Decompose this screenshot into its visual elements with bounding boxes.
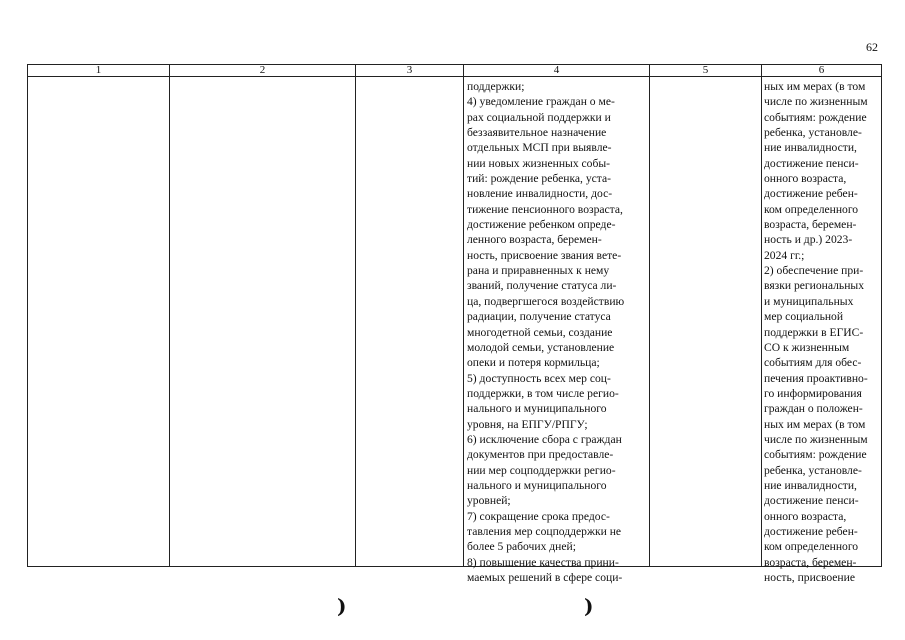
header-divider <box>28 76 881 77</box>
text-line: поддержки; <box>467 80 525 93</box>
text-line: поддержки, в том числе регио- <box>467 386 619 400</box>
text-line: 2024 гг.; <box>764 248 805 262</box>
text-line: беззаявительное назначение <box>467 126 607 140</box>
text-line: рах социальной поддержки и <box>467 110 611 124</box>
text-line: ние инвалидности, <box>764 141 857 155</box>
text-line: возраста, беремен- <box>764 555 857 569</box>
column-header-2: 2 <box>259 64 266 76</box>
text-line: 7) сокращение срока предос- <box>467 509 610 523</box>
text-line: ность, присвоение <box>764 571 855 584</box>
text-line: событиям для обес- <box>764 356 862 370</box>
text-line: званий, получение статуса ли- <box>467 279 617 293</box>
column-header-3: 3 <box>406 64 413 76</box>
text-line: онного возраста, <box>764 172 847 186</box>
text-line: граждан о положен- <box>764 402 863 416</box>
text-line: 4) уведомление граждан о ме- <box>467 95 615 109</box>
text-line: числе по жизненным <box>764 432 868 446</box>
column-divider <box>761 65 762 566</box>
text-line: достижение пенси- <box>764 494 859 508</box>
bottom-mark: ) <box>337 594 347 618</box>
text-line: ребенка, установле- <box>764 126 862 140</box>
text-line: отдельных МСП при выявле- <box>467 141 612 155</box>
text-line: ных им мерах (в том <box>764 80 866 93</box>
page-number: 62 <box>866 40 878 54</box>
text-line: ленного возраста, беремен- <box>467 233 602 247</box>
text-line: ность и др.) 2023- <box>764 233 853 247</box>
column-divider <box>169 65 170 566</box>
text-line: событиям: рождение <box>764 448 867 462</box>
text-line: достижение ребен- <box>764 524 858 538</box>
text-line: го информирования <box>764 386 862 400</box>
text-line: и муниципальных <box>764 294 854 308</box>
column-header-5: 5 <box>702 64 709 76</box>
text-line: ком определенного <box>764 202 859 216</box>
text-line: возраста, беремен- <box>764 218 857 232</box>
text-line: печения проактивно- <box>764 371 868 385</box>
text-line: многодетной семьи, создание <box>467 325 613 339</box>
column-divider <box>649 65 650 566</box>
text-line: тавления мер соцподдержки не <box>467 524 622 538</box>
column-header-4: 4 <box>553 64 560 76</box>
text-line: новление инвалидности, дос- <box>467 187 613 201</box>
text-line: достижение пенси- <box>764 156 859 170</box>
text-line: онного возраста, <box>764 509 847 523</box>
text-line: вязки региональных <box>764 279 864 293</box>
text-line: 8) повышение качества прини- <box>467 555 619 569</box>
text-line: 6) исключение сбора с граждан <box>467 432 622 446</box>
text-line: событиям: рождение <box>764 110 867 124</box>
text-line: ребенка, установле- <box>764 463 862 477</box>
text-line: нального и муниципального <box>467 478 607 492</box>
text-line: СО к жизненным <box>764 340 850 354</box>
text-line: ность, присвоение звания вете- <box>467 248 622 262</box>
text-line: нального и муниципального <box>467 402 607 416</box>
text-line: ком определенного <box>764 540 859 554</box>
text-line: мер социальной <box>764 310 844 324</box>
column-6-text <box>764 79 881 584</box>
document-table <box>27 64 882 584</box>
text-line: уровней; <box>467 494 511 508</box>
column-header-6: 6 <box>818 64 825 76</box>
text-line: 5) доступность всех мер соц- <box>467 371 611 385</box>
text-line: нии мер соцподдержки регио- <box>467 463 616 477</box>
bottom-mark: ) <box>584 594 594 618</box>
text-line: молодой семьи, установление <box>467 340 615 354</box>
text-line: документов при предоставле- <box>467 448 614 462</box>
column-divider <box>355 65 356 566</box>
text-line: более 5 рабочих дней; <box>467 540 576 554</box>
text-line: 2) обеспечение при- <box>764 264 864 278</box>
text-line: ных им мерах (в том <box>764 417 866 431</box>
text-line: ца, подвергшегося воздействию <box>467 294 625 308</box>
text-line: достижение ребен- <box>764 187 858 201</box>
text-line: маемых решений в сфере соци- <box>467 571 623 584</box>
column-4-text <box>467 79 647 584</box>
text-line: достижение ребенком опреде- <box>467 218 616 232</box>
text-line: опеки и потеря кормильца; <box>467 356 600 370</box>
text-line: рана и приравненных к нему <box>467 264 610 278</box>
text-line: числе по жизненным <box>764 95 868 109</box>
text-line: поддержки в ЕГИС- <box>764 325 864 339</box>
column-divider <box>463 65 464 566</box>
text-line: радиации, получение статуса <box>467 310 611 324</box>
column-header-1: 1 <box>95 64 102 76</box>
text-line: ние инвалидности, <box>764 478 857 492</box>
text-line: уровня, на ЕПГУ/РПГУ; <box>467 417 588 431</box>
text-line: нии новых жизненных собы- <box>467 156 611 170</box>
text-line: тижение пенсионного возраста, <box>467 202 623 216</box>
text-line: тий: рождение ребенка, уста- <box>467 172 612 186</box>
